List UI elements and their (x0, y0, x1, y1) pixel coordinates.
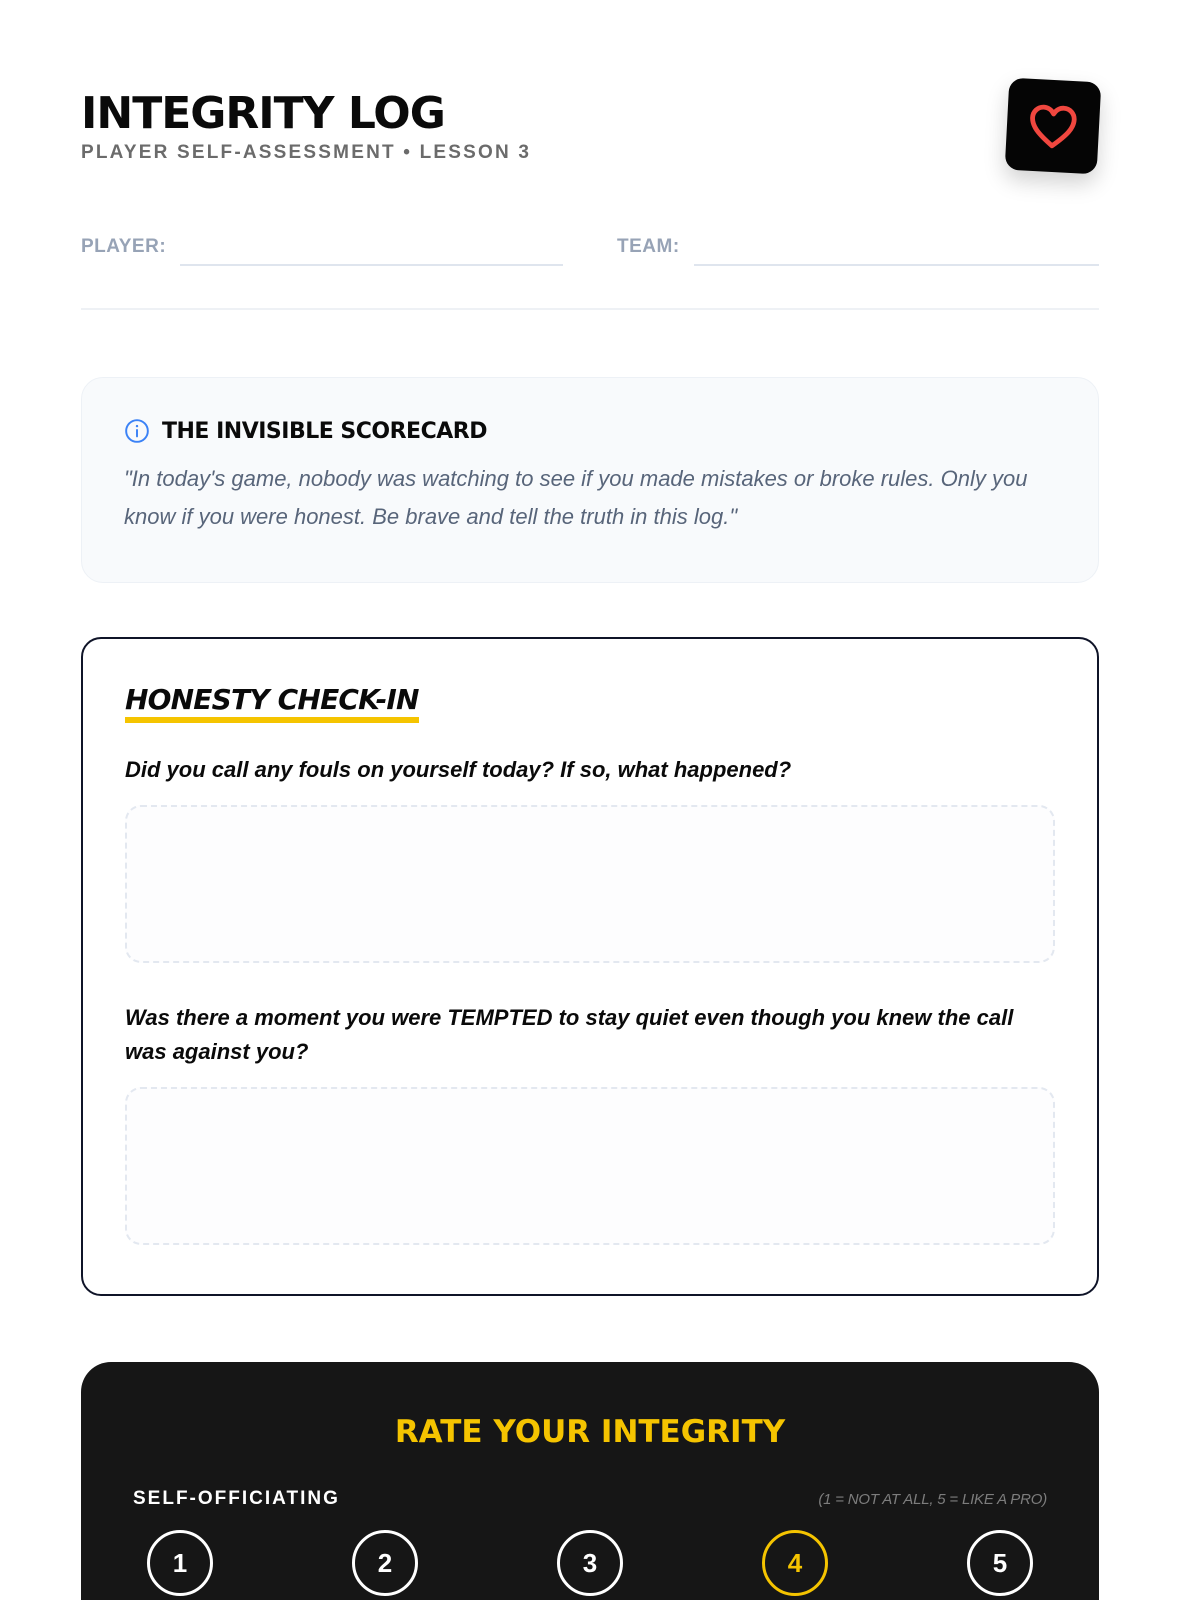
player-label: PLAYER: (81, 236, 167, 257)
answer-box-2[interactable] (125, 1087, 1055, 1245)
page-subtitle: PLAYER SELF-ASSESSMENT • LESSON 3 (81, 142, 532, 163)
rate-category: SELF-OFFICIATING (133, 1488, 340, 1509)
team-input[interactable] (694, 230, 1099, 266)
info-title: THE INVISIBLE SCORECARD (162, 418, 487, 444)
player-field (81, 230, 563, 266)
rate-title: RATE YOUR INTEGRITY (394, 1414, 786, 1450)
team-field (617, 230, 1099, 266)
info-text: "In today's game, nobody was watching to see if you made mistakes or broke rules. Only you know if you were honest. Be brave and tell the truth in this log." (124, 466, 1028, 529)
honesty-checkin-card (81, 637, 1099, 1296)
rating-option-2[interactable]: 2 (352, 1530, 418, 1596)
rate-options (133, 1530, 1047, 1596)
info-icon (124, 418, 150, 444)
player-team-fields (81, 190, 1099, 310)
checkin-title: HONESTY CHECK-IN (125, 683, 419, 723)
rating-option-3[interactable]: 3 (557, 1530, 623, 1596)
info-heading (124, 418, 1056, 444)
header (81, 0, 1099, 190)
question-1: Did you call any fouls on yourself today? If so, what happened? (125, 757, 792, 782)
rate-hint: (1 = NOT AT ALL, 5 = LIKE A PRO) (818, 1490, 1047, 1508)
page-title: INTEGRITY LOG (81, 88, 445, 139)
heart-icon (1027, 102, 1079, 151)
player-input[interactable] (180, 230, 563, 266)
rate-integrity-panel (81, 1362, 1099, 1600)
question-2: Was there a moment you were TEMPTED to stay quiet even though you knew the call was against you? (125, 1005, 1014, 1064)
rating-option-4[interactable]: 4 (762, 1530, 828, 1596)
answer-box-1[interactable] (125, 805, 1055, 963)
team-label: TEAM: (617, 236, 680, 257)
heart-badge (1005, 78, 1102, 175)
info-card (81, 377, 1099, 583)
rating-option-5[interactable]: 5 (967, 1530, 1033, 1596)
rate-row-header (133, 1488, 1047, 1510)
rating-option-1[interactable]: 1 (147, 1530, 213, 1596)
